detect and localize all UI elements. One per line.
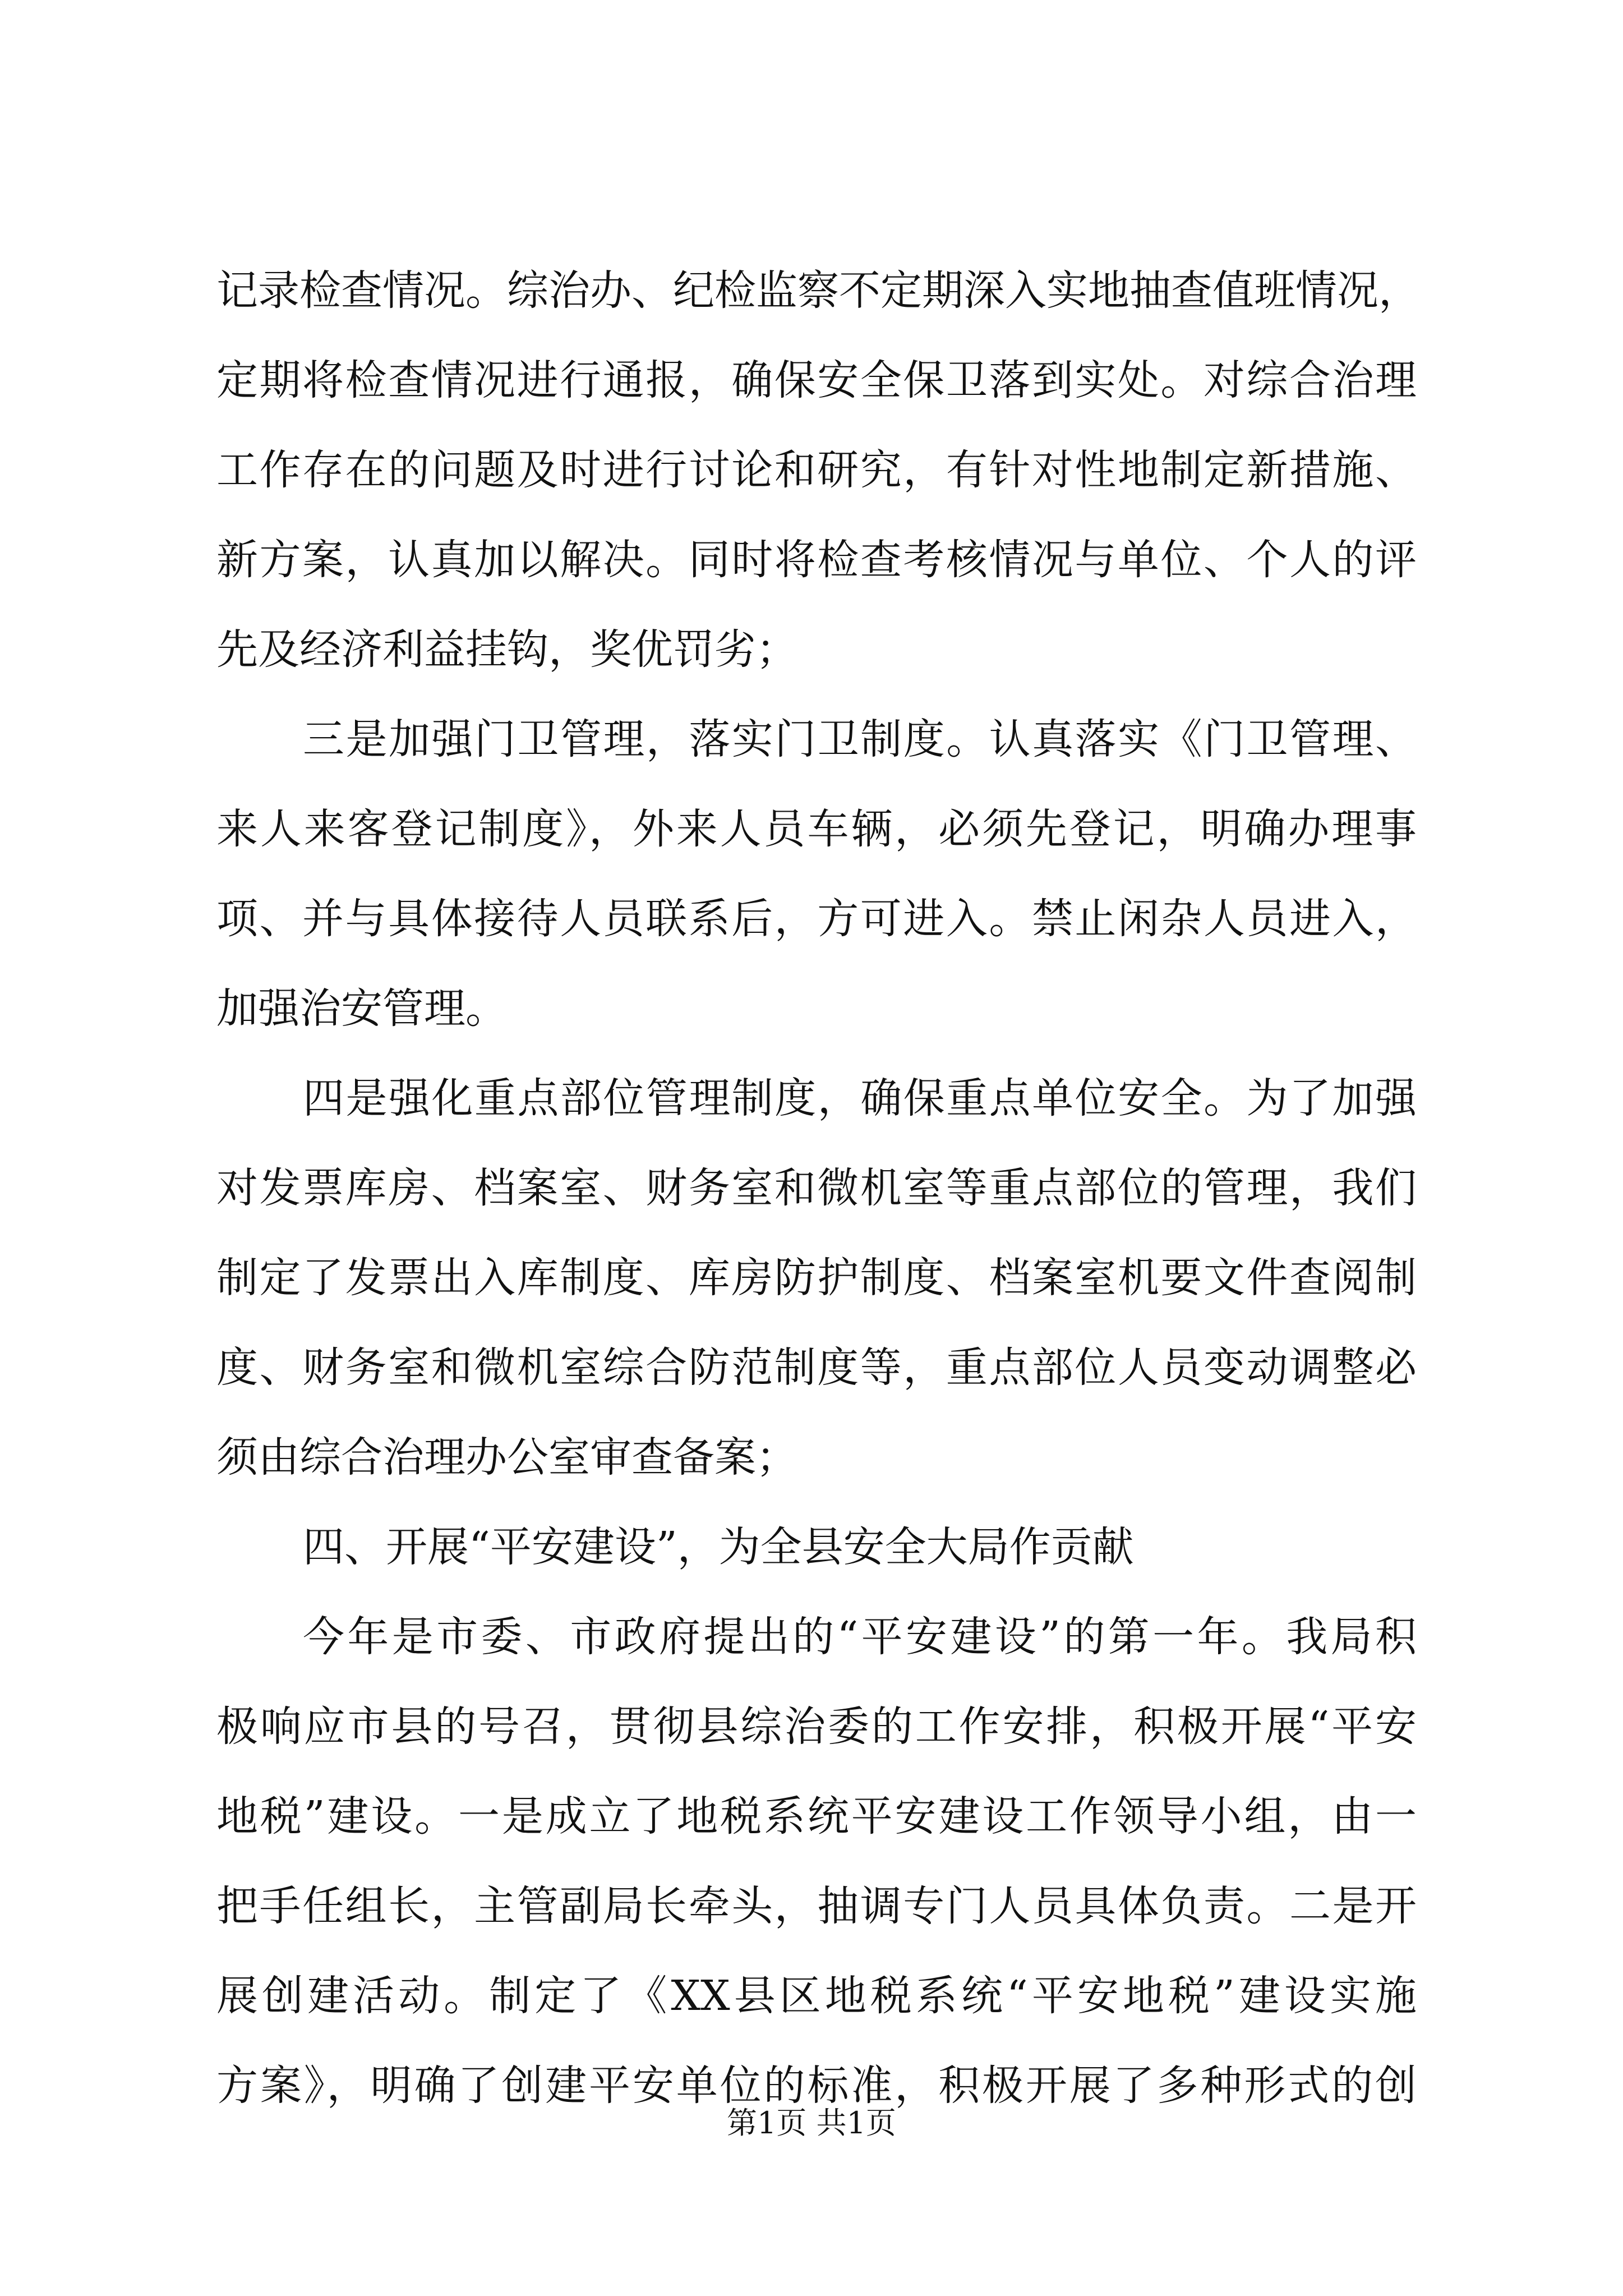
paragraph-4-line-4: 度、财务室和微机室综合防范制度等，重点部位人员变动调整必 bbox=[216, 1343, 1417, 1392]
paragraph-5-line-1: 今年是市委、市政府提出的“平安建设”的第一年。我局积 bbox=[303, 1613, 1417, 1661]
paragraph-3-line-1: 三是加强门卫管理，落实门卫制度。认真落实《门卫管理、 bbox=[303, 715, 1417, 763]
paragraph-5-line-5: 展创建活动。制定了《XX县区地税系统“平安地税”建设实施 bbox=[216, 1972, 1417, 2020]
paragraph-4-line-2: 对发票库房、档案室、财务室和微机室等重点部位的管理，我们 bbox=[216, 1164, 1417, 1212]
paragraph-3-line-3: 项、并与具体接待人员联系后，方可进入。禁止闲杂人员进入， bbox=[216, 895, 1417, 943]
paragraph-4-line-1: 四是强化重点部位管理制度，确保重点单位安全。为了加强 bbox=[303, 1074, 1417, 1122]
paragraph-3-line-4: 加强治安管理。 bbox=[216, 984, 507, 1033]
body-line-5: 先及经济利益挂钩，奖优罚劣； bbox=[216, 625, 797, 674]
paragraph-5-line-3: 地税”建设。一是成立了地税系统平安建设工作领导小组，由一 bbox=[216, 1792, 1417, 1841]
paragraph-5-line-2: 极响应市县的号召，贯彻县综治委的工作安排，积极开展“平安 bbox=[216, 1703, 1417, 1751]
section-heading: 四、开展“平安建设”，为全县安全大局作贡献 bbox=[303, 1523, 1134, 1571]
body-line-4: 新方案，认真加以解决。同时将检查考核情况与单位、个人的评 bbox=[216, 536, 1417, 584]
body-line-2: 定期将检查情况进行通报，确保安全保卫落到实处。对综合治理 bbox=[216, 356, 1417, 404]
body-line-1: 记录检查情况。综治办、纪检监察不定期深入实地抽查值班情况， bbox=[216, 266, 1420, 315]
paragraph-4-line-5: 须由综合治理办公室审查备案； bbox=[216, 1433, 797, 1481]
paragraph-3-line-2: 来人来客登记制度》，外来人员车辆，必须先登记，明确办理事 bbox=[216, 805, 1417, 853]
paragraph-5-line-4: 把手任组长，主管副局长牵头，抽调专门人员具体负责。二是开 bbox=[216, 1882, 1417, 1930]
body-line-3: 工作存在的问题及时进行讨论和研究，有针对性地制定新措施、 bbox=[216, 446, 1417, 494]
paragraph-4-line-3: 制定了发票出入库制度、库房防护制度、档案室机要文件查阅制 bbox=[216, 1254, 1417, 1302]
paragraph-5-line-6: 方案》，明确了创建平安单位的标准，积极开展了多种形式的创 bbox=[216, 2062, 1417, 2110]
page-footer: 第1页 共1页 bbox=[727, 2105, 896, 2141]
